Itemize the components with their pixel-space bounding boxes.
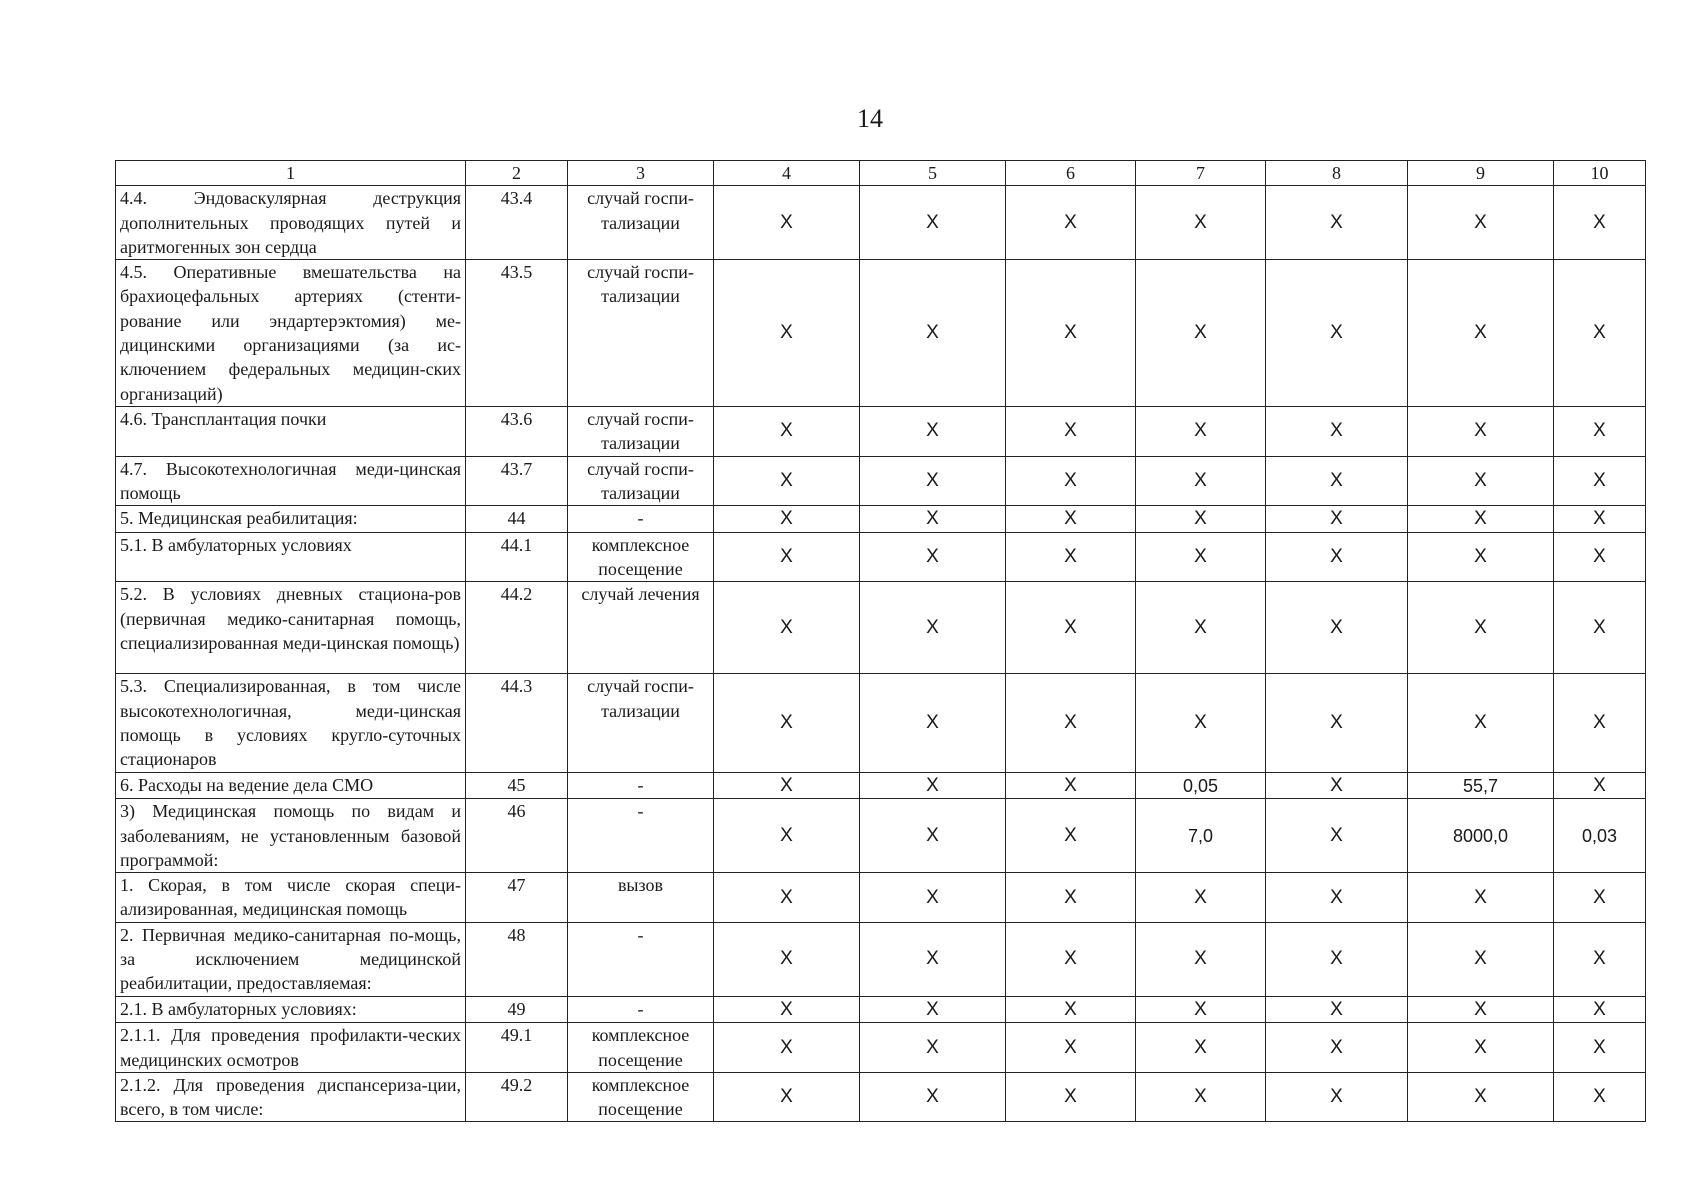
value-cell: X (1554, 1072, 1646, 1122)
value-cell: X (1136, 406, 1266, 456)
value-cell: X (1554, 996, 1646, 1023)
row-unit-cell: - (568, 996, 714, 1023)
value-cell: 8000,0 (1408, 799, 1554, 873)
value-cell: X (1006, 772, 1136, 799)
value-cell: X (1006, 674, 1136, 772)
value-cell: X (860, 506, 1006, 533)
value-cell: X (1136, 260, 1266, 407)
value-cell: X (714, 922, 860, 996)
value-cell: X (1408, 532, 1554, 582)
value-cell: X (1408, 1072, 1554, 1122)
row-name-cell: 5.1. В амбулаторных условиях (116, 532, 466, 582)
value-cell: X (860, 532, 1006, 582)
row-name-cell: 6. Расходы на ведение дела СМО (116, 772, 466, 799)
row-code-cell: 43.5 (466, 260, 568, 407)
value-cell: X (1006, 456, 1136, 506)
table-body (116, 186, 1646, 1122)
value-cell: X (1136, 922, 1266, 996)
value-cell: X (1266, 1023, 1408, 1073)
value-cell: X (1266, 582, 1408, 674)
value-cell: X (714, 406, 860, 456)
value-cell: X (1136, 1072, 1266, 1122)
value-cell: X (1136, 996, 1266, 1023)
table-row (116, 996, 1646, 1023)
value-cell: X (714, 506, 860, 533)
value-cell: X (714, 1023, 860, 1073)
table-row (116, 406, 1646, 456)
value-cell: X (1266, 456, 1408, 506)
value-cell: X (1408, 456, 1554, 506)
value-cell: X (1408, 873, 1554, 923)
value-cell: X (860, 1023, 1006, 1073)
value-cell: X (1136, 582, 1266, 674)
value-cell: X (1554, 532, 1646, 582)
value-cell: X (1408, 506, 1554, 533)
value-cell: X (1408, 186, 1554, 260)
value-cell: X (1408, 996, 1554, 1023)
value-cell: X (1408, 1023, 1554, 1073)
table-row (116, 799, 1646, 873)
row-unit-cell: комплексное посещение (568, 532, 714, 582)
value-cell: X (1006, 996, 1136, 1023)
column-header: 9 (1408, 161, 1554, 186)
value-cell: 0,05 (1136, 772, 1266, 799)
value-cell: X (860, 456, 1006, 506)
value-cell: X (1408, 922, 1554, 996)
column-header: 2 (466, 161, 568, 186)
row-code-cell: 44.2 (466, 582, 568, 674)
value-cell: X (1136, 506, 1266, 533)
value-cell: X (1006, 922, 1136, 996)
value-cell: X (1266, 260, 1408, 407)
row-name-cell: 1. Скорая, в том числе скорая специ-ализированная, медицинская помощь (116, 873, 466, 923)
column-header: 7 (1136, 161, 1266, 186)
row-unit-cell: случай лечения (568, 582, 714, 674)
value-cell: X (860, 922, 1006, 996)
row-code-cell: 48 (466, 922, 568, 996)
table-row (116, 582, 1646, 674)
table-row (116, 260, 1646, 407)
value-cell: X (714, 582, 860, 674)
value-cell: 7,0 (1136, 799, 1266, 873)
column-header: 8 (1266, 161, 1408, 186)
value-cell: X (1136, 674, 1266, 772)
expenses-table (115, 160, 1646, 1122)
value-cell: X (1266, 674, 1408, 772)
value-cell: 0,03 (1554, 799, 1646, 873)
row-unit-cell: случай госпи-тализации (568, 674, 714, 772)
column-header: 4 (714, 161, 860, 186)
value-cell: X (1554, 506, 1646, 533)
row-name-cell: 4.6. Трансплантация почки (116, 406, 466, 456)
value-cell: X (860, 674, 1006, 772)
table-row (116, 922, 1646, 996)
table-row (116, 186, 1646, 260)
value-cell: X (1266, 799, 1408, 873)
row-unit-cell: - (568, 772, 714, 799)
row-code-cell: 49.2 (466, 1072, 568, 1122)
value-cell: X (714, 186, 860, 260)
table-row (116, 506, 1646, 533)
value-cell: X (1006, 873, 1136, 923)
row-unit-cell: случай госпи-тализации (568, 260, 714, 407)
value-cell: X (860, 1072, 1006, 1122)
value-cell: X (860, 996, 1006, 1023)
value-cell: X (714, 996, 860, 1023)
column-header: 6 (1006, 161, 1136, 186)
value-cell: X (1006, 1023, 1136, 1073)
row-unit-cell: случай госпи-тализации (568, 406, 714, 456)
row-name-cell: 5.2. В условиях дневных стациона-ров (первичная медико-санитарная помощь, специализированная меди-цинская помощь) (116, 582, 466, 674)
table-row (116, 772, 1646, 799)
value-cell: X (1554, 674, 1646, 772)
row-unit-cell: комплексное посещение (568, 1072, 714, 1122)
value-cell: X (1006, 532, 1136, 582)
value-cell: X (714, 674, 860, 772)
value-cell: X (1136, 456, 1266, 506)
row-code-cell: 44.3 (466, 674, 568, 772)
row-name-cell: 2.1. В амбулаторных условиях: (116, 996, 466, 1023)
value-cell: X (1006, 406, 1136, 456)
row-code-cell: 47 (466, 873, 568, 923)
value-cell: X (1266, 772, 1408, 799)
value-cell: X (1006, 582, 1136, 674)
value-cell: X (1554, 873, 1646, 923)
value-cell: X (714, 799, 860, 873)
table-row (116, 873, 1646, 923)
row-name-cell: 2.1.2. Для проведения диспансериза-ции, всего, в том числе: (116, 1072, 466, 1122)
value-cell: X (1554, 456, 1646, 506)
value-cell: X (860, 772, 1006, 799)
value-cell: X (1408, 260, 1554, 407)
row-code-cell: 45 (466, 772, 568, 799)
value-cell: X (1006, 506, 1136, 533)
value-cell: X (1408, 582, 1554, 674)
row-name-cell: 5.3. Специализированная, в том числе высокотехнологичная, меди-цинская помощь в условиях кругло-суточных стационаров (116, 674, 466, 772)
value-cell: X (860, 582, 1006, 674)
value-cell: X (1408, 674, 1554, 772)
row-name-cell: 4.7. Высокотехнологичная меди-цинская помощь (116, 456, 466, 506)
row-unit-cell: вызов (568, 873, 714, 923)
row-name-cell: 3) Медицинская помощь по видам и заболеваниям, не установленным базовой программой: (116, 799, 466, 873)
value-cell: X (714, 260, 860, 407)
row-unit-cell: случай госпи-тализации (568, 456, 714, 506)
value-cell: X (1554, 922, 1646, 996)
value-cell: X (1266, 186, 1408, 260)
value-cell: X (1266, 873, 1408, 923)
row-name-cell: 2.1.1. Для проведения профилакти-ческих медицинских осмотров (116, 1023, 466, 1073)
table-row (116, 1072, 1646, 1122)
value-cell: X (860, 799, 1006, 873)
table-row (116, 1023, 1646, 1073)
row-name-cell: 4.4. Эндоваскулярная деструкция дополнительных проводящих путей и аритмогенных зон сердца (116, 186, 466, 260)
row-unit-cell: случай госпи-тализации (568, 186, 714, 260)
row-name-cell: 2. Первичная медико-санитарная по-мощь, за исключением медицинской реабилитации, предоставляемая: (116, 922, 466, 996)
page-number: 14 (857, 104, 883, 133)
value-cell: X (1006, 799, 1136, 873)
value-cell: X (1554, 772, 1646, 799)
row-code-cell: 43.6 (466, 406, 568, 456)
row-unit-cell: комплексное посещение (568, 1023, 714, 1073)
value-cell: X (1554, 406, 1646, 456)
value-cell: X (860, 873, 1006, 923)
value-cell: 55,7 (1408, 772, 1554, 799)
value-cell: X (714, 532, 860, 582)
row-code-cell: 43.4 (466, 186, 568, 260)
row-unit-cell: - (568, 506, 714, 533)
row-unit-cell: - (568, 922, 714, 996)
value-cell: X (1006, 186, 1136, 260)
row-code-cell: 44.1 (466, 532, 568, 582)
value-cell: X (1136, 532, 1266, 582)
value-cell: X (1266, 922, 1408, 996)
value-cell: X (860, 260, 1006, 407)
column-header: 3 (568, 161, 714, 186)
table-row (116, 674, 1646, 772)
value-cell: X (1266, 1072, 1408, 1122)
value-cell: X (1006, 1072, 1136, 1122)
row-code-cell: 46 (466, 799, 568, 873)
value-cell: X (1006, 260, 1136, 407)
column-number-row (116, 161, 1646, 186)
row-name-cell: 4.5. Оперативные вмешательства на брахиоцефальных артериях (стенти-рование или эндартерэктомия) ме-дицинскими организациями (за ис-ключением федеральных медицин-ских организаций) (116, 260, 466, 407)
row-code-cell: 49 (466, 996, 568, 1023)
row-unit-cell: - (568, 799, 714, 873)
value-cell: X (1554, 582, 1646, 674)
value-cell: X (860, 406, 1006, 456)
column-header: 1 (116, 161, 466, 186)
row-code-cell: 49.1 (466, 1023, 568, 1073)
table-row (116, 532, 1646, 582)
value-cell: X (1136, 1023, 1266, 1073)
row-name-cell: 5. Медицинская реабилитация: (116, 506, 466, 533)
value-cell: X (1408, 406, 1554, 456)
row-code-cell: 43.7 (466, 456, 568, 506)
value-cell: X (714, 1072, 860, 1122)
value-cell: X (1554, 186, 1646, 260)
value-cell: X (860, 186, 1006, 260)
value-cell: X (1266, 506, 1408, 533)
value-cell: X (714, 456, 860, 506)
value-cell: X (1266, 406, 1408, 456)
table-row (116, 456, 1646, 506)
column-header: 10 (1554, 161, 1646, 186)
value-cell: X (1266, 532, 1408, 582)
value-cell: X (714, 873, 860, 923)
column-header: 5 (860, 161, 1006, 186)
row-code-cell: 44 (466, 506, 568, 533)
value-cell: X (1136, 873, 1266, 923)
value-cell: X (1136, 186, 1266, 260)
value-cell: X (1554, 1023, 1646, 1073)
value-cell: X (714, 772, 860, 799)
value-cell: X (1266, 996, 1408, 1023)
value-cell: X (1554, 260, 1646, 407)
